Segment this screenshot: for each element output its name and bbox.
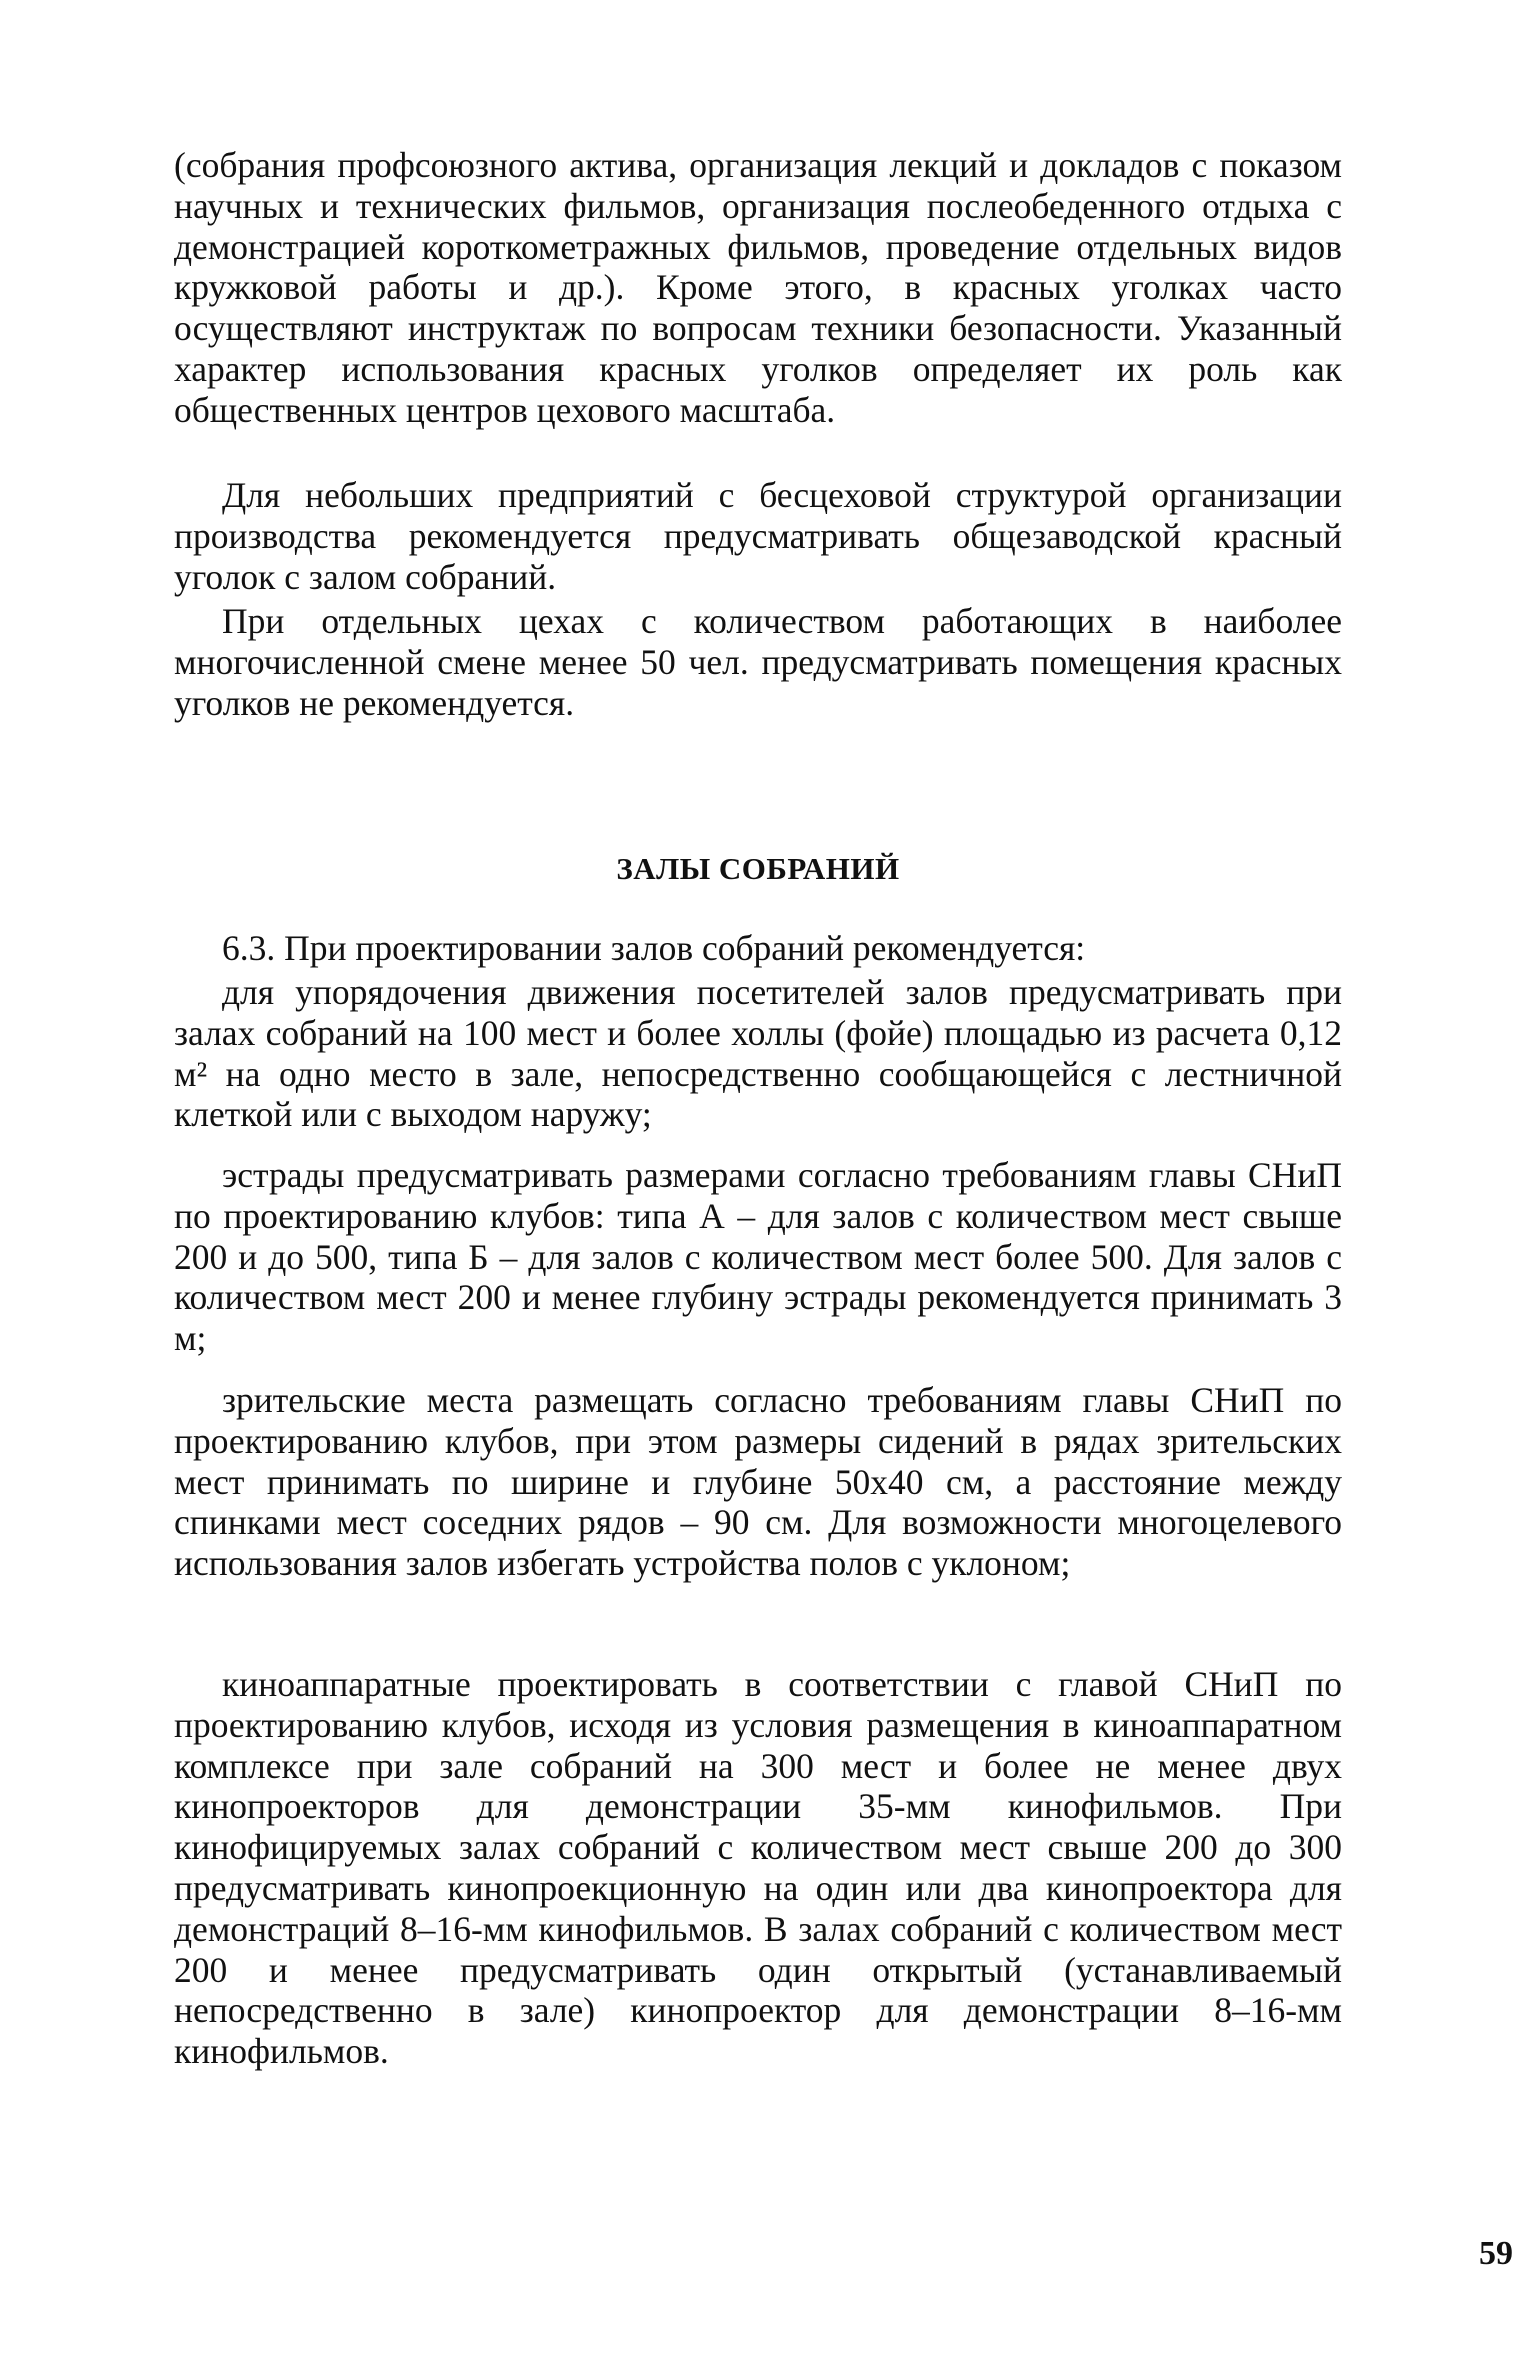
list-item-stage: эстрады предусматривать размерами согласно требованиям главы СНиП по проектированию клубов: типа А – для залов с количеством мест свыше 200 и до 500, типа Б – для залов с количеством мест более 500. Для залов с количеством мест 200 и менее глубину эстрады рекомендуется принимать 3 м;	[174, 1155, 1342, 1359]
section-intro: 6.3. При проектировании залов собраний рекомендуется:	[222, 928, 1086, 968]
paragraph-continuation: (собрания профсоюзного актива, организация лекций и докладов с показом научных и технических фильмов, организация послеобеденного отдыха с демонстрацией короткометражных фильмов, проведение отдельных видов кружковой работы и др.). Кроме этого, в красных уголках часто осуществляют инструктаж по вопросам техники безопасности. Указанный характер использования красных уголков определяет их роль как общественных центров цехового масштаба.	[174, 145, 1342, 430]
list-item-projection-room: киноаппаратные проектировать в соответствии с главой СНиП по проектированию клубов, исходя из условия размещения в киноаппаратном комплексе при зале собраний на 300 мест и более не менее двух кинопроекторов для демонстрации 35-мм кинофильмов. При кинофицируемых залах собраний с количеством мест свыше 200 до 300 предусматривать кинопроекционную на один или два кинопроектора для демонстраций 8–16-мм кинофильмов. В залах собраний с количеством мест 200 и менее предусматривать один открытый (устанавливаемый непосредственно в зале) кинопроектор для демонстрации 8–16-мм кинофильмов.	[174, 1664, 1342, 2072]
paragraph-small-enterprises: Для небольших предприятий с бесцеховой структурой организации производства рекомендуется предусматривать общезаводской красный уголок с залом собраний.	[174, 475, 1342, 597]
section-heading: ЗАЛЫ СОБРАНИЙ	[616, 851, 900, 886]
list-item-seating: зрительские места размещать согласно требованиям главы СНиП по проектированию клубов, при этом размеры сидений в рядах зрительских мест принимать по ширине и глубине 50х40 см, а расстояние между спинками мест соседних рядов – 90 см. Для возможности многоцелевого использования залов избегать устройства полов с уклоном;	[174, 1380, 1342, 1584]
list-item-foyer: для упорядочения движения посетителей залов предусматривать при залах собраний на 100 мест и более холлы (фойе) площадью из расчета 0,12 м² на одно место в зале, непосредственно сообщающейся с лестничной клеткой или с выходом наружу;	[174, 972, 1342, 1135]
paragraph-separate-workshops: При отдельных цехах с количеством работающих в наиболее многочисленной смене менее 50 чел. предусматривать помещения красных уголков не рекомендуется.	[174, 601, 1342, 723]
page-number: 59	[1479, 2235, 1513, 2272]
